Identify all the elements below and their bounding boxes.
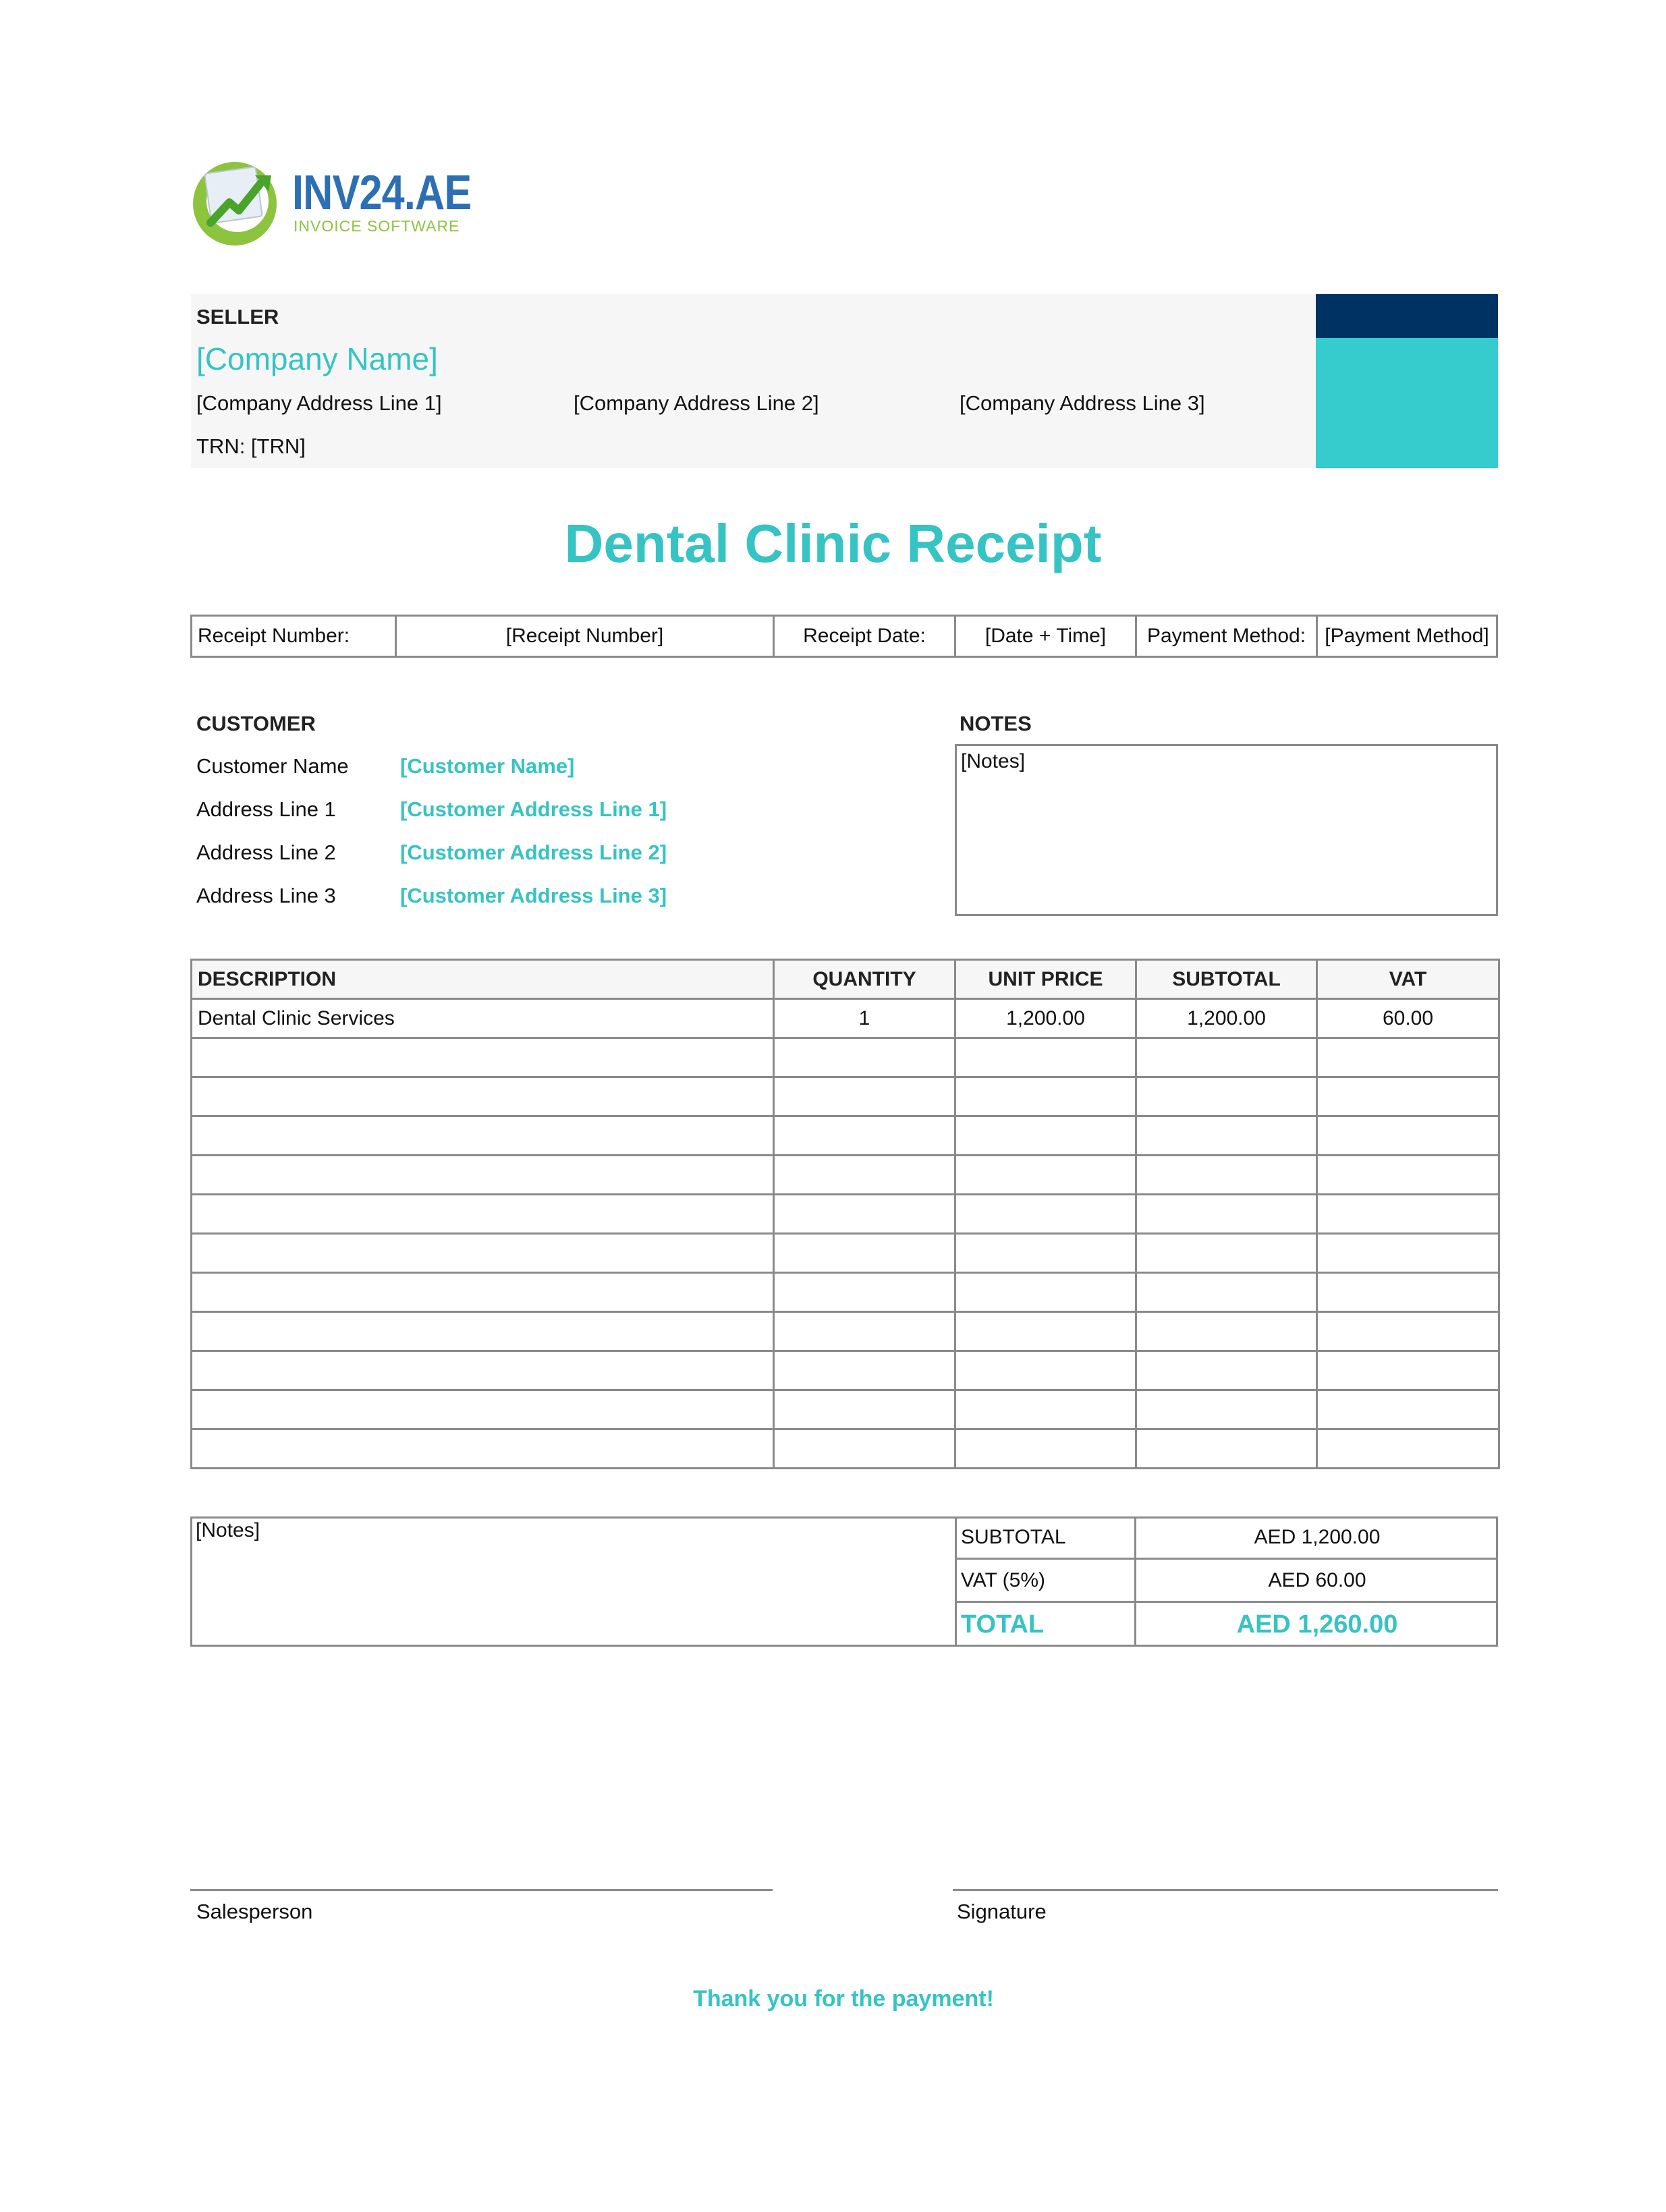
receipt-number-label: Receipt Number: (192, 617, 397, 656)
company-name: [Company Name] (196, 341, 438, 376)
subtotal-label: SUBTOTAL (957, 1516, 1136, 1558)
vat-row (955, 1560, 1498, 1603)
table-row (192, 999, 1499, 1038)
customer-address-3-label: Address Line 3 (196, 884, 336, 907)
notes-heading: NOTES (960, 712, 1032, 735)
receipt-date-label: Receipt Date: (775, 617, 956, 656)
company-trn: TRN: [TRN] (196, 434, 306, 458)
table-header-row (192, 960, 1499, 999)
thank-you-message: Thank you for the payment! (693, 1986, 994, 2012)
vat-label: VAT (5%) (957, 1560, 1136, 1601)
header-description: DESCRIPTION (192, 960, 774, 999)
decor-navy-block (1316, 294, 1498, 338)
subtotal-value: AED 1,200.00 (1254, 1525, 1381, 1548)
customer-address-3-value: [Customer Address Line 3] (400, 884, 667, 907)
payment-method-label: Payment Method: (1137, 617, 1318, 656)
item-unit-price: 1,200.00 (955, 999, 1136, 1038)
salesperson-line (190, 1889, 773, 1891)
signature-label: Signature (957, 1900, 1047, 1923)
table-row-empty (192, 1077, 1499, 1116)
decor-teal-block (1316, 338, 1498, 468)
company-address-line-1: [Company Address Line 1] (196, 391, 442, 415)
logo-tagline: INVOICE SOFTWARE (294, 217, 460, 235)
table-row-empty (192, 1351, 1499, 1390)
company-address-line-3: [Company Address Line 3] (960, 391, 1205, 415)
table-row-empty (192, 1273, 1499, 1312)
table-row-empty (192, 1116, 1499, 1156)
header-subtotal: SUBTOTAL (1136, 960, 1317, 999)
logo-emblem-icon (190, 155, 285, 250)
vat-value: AED 60.00 (1268, 1568, 1366, 1591)
logo-name: INV24.AE (292, 166, 472, 220)
document-title: Dental Clinic Receipt (564, 513, 1102, 573)
header-vat: VAT (1317, 960, 1499, 999)
customer-address-2-value: [Customer Address Line 2] (400, 841, 667, 864)
customer-name-label: Customer Name (196, 754, 349, 778)
table-row-empty (192, 1156, 1499, 1195)
table-row-empty (192, 1195, 1499, 1234)
total-row (955, 1603, 1498, 1647)
notes-box[interactable]: [Notes] (955, 744, 1498, 916)
total-value: AED 1,260.00 (1236, 1610, 1398, 1639)
total-label: TOTAL (957, 1603, 1136, 1647)
seller-heading: SELLER (196, 305, 279, 329)
items-table (190, 959, 1500, 1469)
customer-heading: CUSTOMER (196, 712, 316, 735)
subtotal-row (955, 1516, 1498, 1560)
receipt-number-value: [Receipt Number] (397, 617, 775, 656)
salesperson-label: Salesperson (196, 1900, 313, 1923)
receipt-info-row (190, 615, 1498, 658)
table-row-empty (192, 1234, 1499, 1273)
header-quantity: QUANTITY (774, 960, 955, 999)
item-subtotal: 1,200.00 (1136, 999, 1317, 1038)
company-address-line-2: [Company Address Line 2] (574, 391, 819, 415)
signature-line (953, 1889, 1498, 1891)
table-row-empty (192, 1429, 1499, 1469)
header-unit-price: UNIT PRICE (955, 960, 1136, 999)
table-row-empty (192, 1038, 1499, 1077)
table-row-empty (192, 1390, 1499, 1429)
item-vat: 60.00 (1317, 999, 1499, 1038)
receipt-date-value: [Date + Time] (956, 617, 1137, 656)
table-row-empty (192, 1312, 1499, 1351)
customer-address-1-value: [Customer Address Line 1] (400, 797, 667, 821)
customer-name-value: [Customer Name] (400, 754, 575, 778)
totals-notes[interactable]: [Notes] (196, 1519, 260, 1541)
seller-section (191, 294, 1316, 468)
payment-method-value: [Payment Method] (1325, 625, 1489, 647)
customer-address-2-label: Address Line 2 (196, 841, 336, 864)
customer-address-1-label: Address Line 1 (196, 797, 336, 821)
item-description: Dental Clinic Services (192, 999, 774, 1038)
totals-grid (955, 1516, 1498, 1647)
item-quantity: 1 (774, 999, 955, 1038)
